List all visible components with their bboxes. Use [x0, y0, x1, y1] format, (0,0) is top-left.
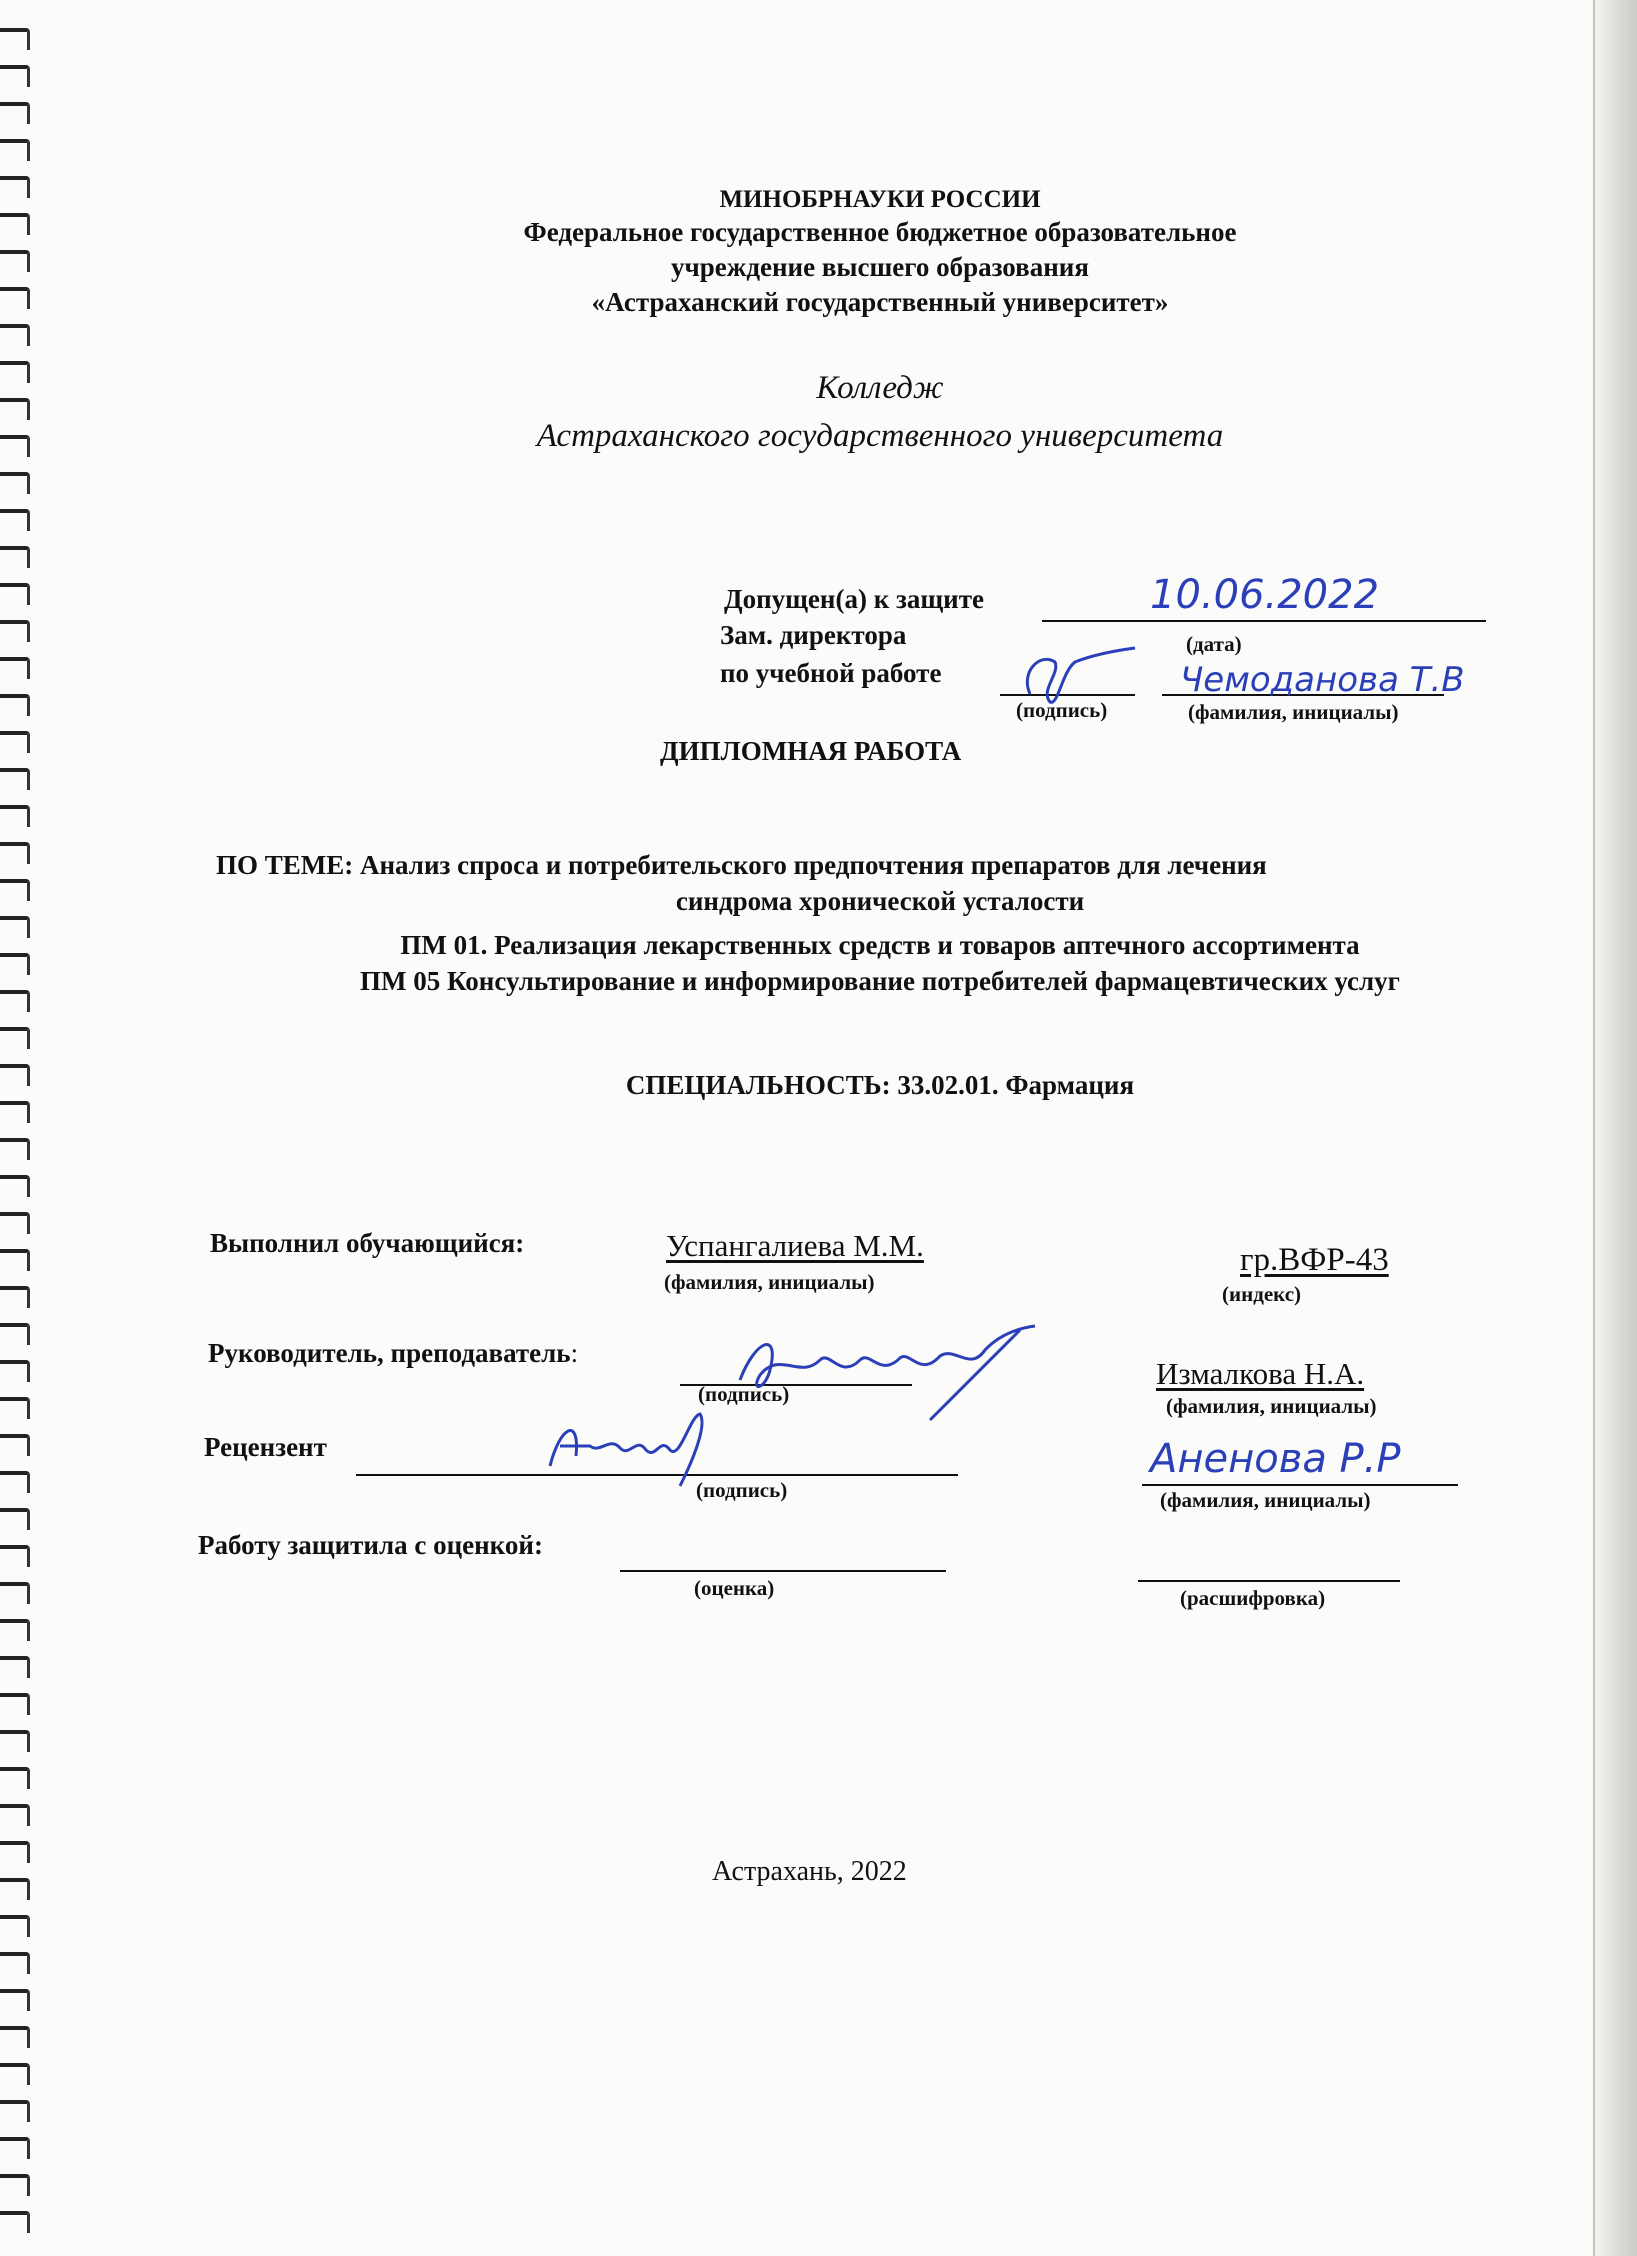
professional-module-05: ПМ 05 Консультирование и информирование потребителей фармацевтических услуг: [360, 966, 1400, 996]
supervisor-name-caption: (фамилия, инициалы): [1166, 1394, 1377, 1418]
grade-line: [620, 1570, 946, 1572]
binding-ring: [0, 472, 30, 494]
student-name: Успангалиева М.М.: [666, 1228, 924, 1263]
binding-ring: [0, 657, 30, 679]
binding-ring: [0, 1656, 30, 1678]
binding-ring: [0, 1323, 30, 1345]
reviewer-signature-caption: (подпись): [696, 1478, 788, 1502]
binding-ring: [0, 1989, 30, 2011]
binding-ring: [0, 768, 30, 790]
reviewer-name-line: [1142, 1484, 1458, 1486]
city-year: Астрахань, 2022: [712, 1856, 907, 1887]
institution-line-2: учреждение высшего образования: [671, 252, 1089, 282]
binding-ring: [0, 731, 30, 753]
binding-ring: [0, 139, 30, 161]
binding-ring: [0, 1175, 30, 1197]
supervisor-signature-caption: (подпись): [698, 1382, 790, 1406]
supervisor-label: Руководитель, преподаватель:: [208, 1338, 579, 1368]
binding-ring: [0, 1471, 30, 1493]
binding-ring: [0, 2063, 30, 2085]
binding-ring: [0, 694, 30, 716]
admitted-date-handwritten: 10.06.2022: [1150, 572, 1380, 618]
binding-ring: [0, 1693, 30, 1715]
supervisor-signature: [720, 1320, 1040, 1430]
binding-ring: [0, 509, 30, 531]
reviewer-name-caption: (фамилия, инициалы): [1160, 1488, 1371, 1512]
binding-ring: [0, 1434, 30, 1456]
work-type-title: ДИПЛОМНАЯ РАБОТА: [660, 736, 962, 766]
topic-line-1: ПО ТЕМЕ: Анализ спроса и потребительского предпочтения препаратов для лечения: [216, 850, 1267, 880]
grade-caption: (оценка): [694, 1576, 775, 1600]
binding-ring: [0, 28, 30, 50]
deputy-name-handwritten: Чемоданова Т.В: [1180, 660, 1465, 700]
reviewer-label: Рецензент: [204, 1432, 327, 1462]
binding-ring: [0, 102, 30, 124]
binding-ring: [0, 1804, 30, 1826]
binding-ring: [0, 2026, 30, 2048]
binding-ring: [0, 583, 30, 605]
student-label: Выполнил обучающийся:: [210, 1228, 525, 1258]
binding-ring: [0, 2137, 30, 2159]
group-caption: (индекс): [1222, 1282, 1302, 1306]
date-caption: (дата): [1186, 632, 1242, 656]
topic-line-2: синдрома хронической усталости: [675, 886, 1085, 916]
binding-ring: [0, 546, 30, 568]
deputy-label: Зам. директора: [720, 620, 907, 650]
student-name-caption: (фамилия, инициалы): [664, 1270, 875, 1294]
binding-ring: [0, 2211, 30, 2233]
binding-comb: [0, 0, 30, 2256]
binding-ring: [0, 1952, 30, 1974]
binding-ring: [0, 1360, 30, 1382]
binding-ring: [0, 1249, 30, 1271]
binding-ring: [0, 1212, 30, 1234]
college-line-1: Колледж: [816, 370, 944, 406]
binding-ring: [0, 1841, 30, 1863]
binding-ring: [0, 1138, 30, 1160]
university-name: «Астраханский государственный университет»: [591, 287, 1169, 317]
admitted-label: Допущен(а) к защите: [724, 584, 984, 614]
binding-ring: [0, 1878, 30, 1900]
binding-ring: [0, 842, 30, 864]
binding-ring: [0, 2174, 30, 2196]
page-edge-strip: [1593, 0, 1637, 2256]
binding-ring: [0, 1767, 30, 1789]
binding-ring: [0, 1508, 30, 1530]
binding-ring: [0, 1101, 30, 1123]
student-group: гр.ВФР-43: [1240, 1242, 1389, 1278]
binding-ring: [0, 1027, 30, 1049]
binding-ring: [0, 1545, 30, 1567]
reviewer-name-handwritten: Аненова Р.Р: [1150, 1436, 1401, 1482]
supervisor-name: Измалкова Н.А.: [1156, 1356, 1365, 1391]
binding-ring: [0, 65, 30, 87]
decode-line: [1138, 1580, 1400, 1582]
binding-ring: [0, 1582, 30, 1604]
institution-line-1: Федеральное государственное бюджетное образовательное: [523, 217, 1237, 247]
academic-label: по учебной работе: [720, 658, 942, 688]
binding-ring: [0, 324, 30, 346]
binding-ring: [0, 1915, 30, 1937]
specialty: СПЕЦИАЛЬНОСТЬ: 33.02.01. Фармация: [625, 1070, 1135, 1100]
ministry-title: МИНОБРНАУКИ РОССИИ: [719, 186, 1041, 213]
admitted-date-line: [1042, 620, 1486, 622]
defense-label: Работу защитила с оценкой:: [198, 1530, 543, 1560]
binding-ring: [0, 2100, 30, 2122]
deputy-signature-caption: (подпись): [1016, 698, 1108, 722]
binding-ring: [0, 1397, 30, 1419]
binding-ring: [0, 805, 30, 827]
college-line-2: Астраханского государственного университета: [536, 418, 1224, 454]
professional-module-01: ПМ 01. Реализация лекарственных средств и товаров аптечного ассортимента: [400, 930, 1360, 960]
binding-ring: [0, 1619, 30, 1641]
binding-ring: [0, 1730, 30, 1752]
decode-caption: (расшифровка): [1180, 1586, 1326, 1610]
deputy-name-caption: (фамилия, инициалы): [1188, 700, 1399, 724]
binding-ring: [0, 620, 30, 642]
binding-ring: [0, 1286, 30, 1308]
